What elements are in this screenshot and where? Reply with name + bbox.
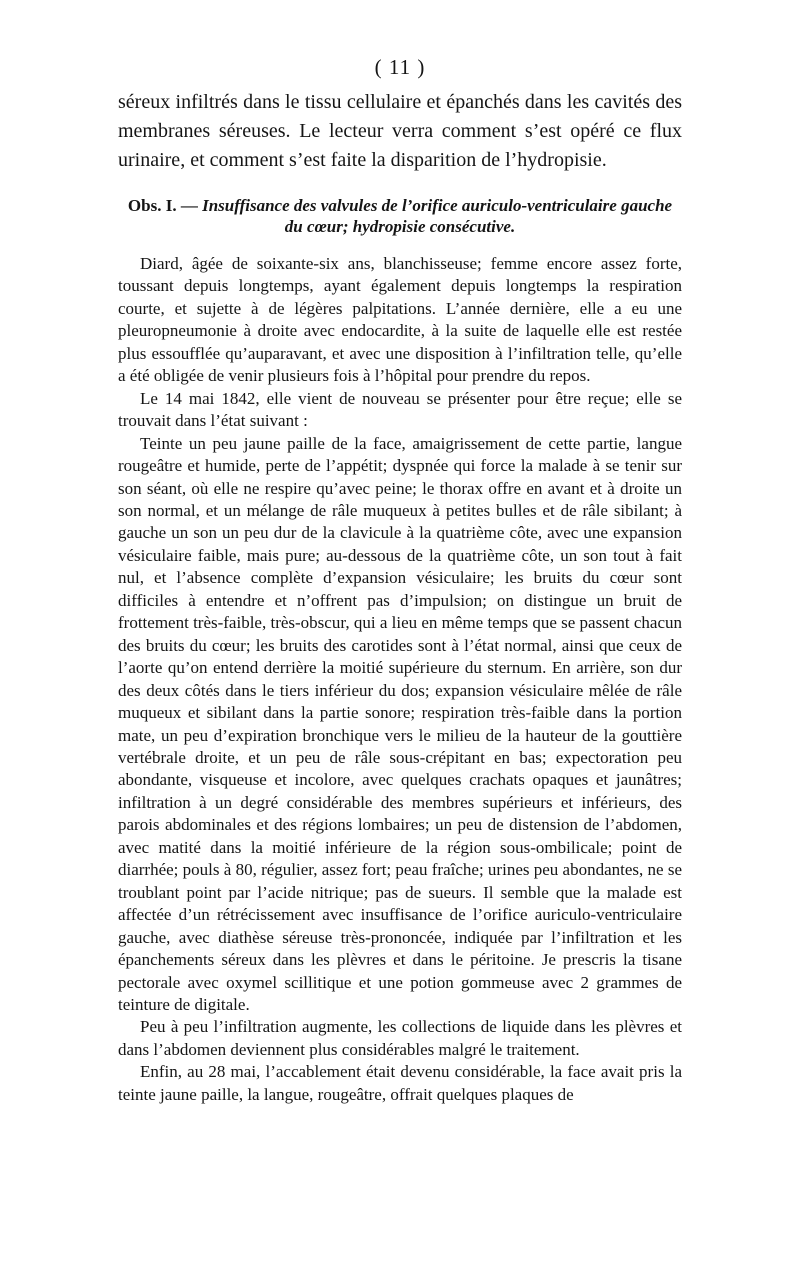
paragraph-patient-history: Diard, âgée de soixante-six ans, blanchisseuse; femme encore assez forte, toussant depuis longtemps, ayant également depuis longtemps la respiration courte, et sujette à de légères palpitations. L’année dernière, elle a eu une pleuropneumonie à droite avec endocardite, à la suite de laquelle elle est restée plus essoufflée qu’auparavant, et avec une disposition à l’infiltration telle, qu’elle a été obligée de venir plusieurs fois à l’hôpital pour prendre du repos. xyxy=(118,254,682,386)
page-number: ( 11 ) xyxy=(374,55,426,79)
book-page xyxy=(118,52,682,1106)
observation-title: Insuffisance des valvules de l’orifice auriculo-ventriculaire gauche du cœur; hydropisie consécutive. xyxy=(202,196,673,236)
paragraph-conclusion: Enfin, au 28 mai, l’accablement était devenu considérable, la face avait pris la teinte jaune paille, la langue, rougeâtre, offrait quelques plaques de xyxy=(118,1062,682,1104)
intro-paragraph: séreux infiltrés dans le tissu cellulaire et épanchés dans les cavités des membranes séreuses. Le lecteur verra comment s’est opéré ce flux urinaire, et comment s’est faite la disparition de l’hydropisie. xyxy=(118,91,682,171)
paragraph-admission: Le 14 mai 1842, elle vient de nouveau se présenter pour être reçue; elle se trouvait dans l’état suivant : xyxy=(118,388,682,431)
observation-label: Obs. I. — xyxy=(127,196,198,215)
observation-heading xyxy=(118,195,682,237)
paragraph-progression: Peu à peu l’infiltration augmente, les collections de liquide dans les plèvres et dans l’abdomen deviennent plus considérables malgré le traitement. xyxy=(118,1017,682,1059)
paragraph-examination: Teinte un peu jaune paille de la face, amaigrissement de cette partie, langue rougeâtre et humide, perte de l’appétit; dyspnée qui force la malade à se tenir sur son séant, où elle ne respire qu’avec peine; le thorax offre en avant et à droite un son normal, et un mélange de râle muqueux à petites bulles et de râle sibilant; à gauche un son un peu dur de la clavicule à la quatrième côte, avec une expansion vésiculaire faible, mais pure; au-dessous de la quatrième côte, un son tout à fait nul, et l’absence complète d’expansion vésiculaire; les bruits du cœur sont difficiles à entendre et n’offrent pas d’impulsion; on distingue un bruit de frottement très-faible, très-obscur, qui a lieu en même temps que se passent chacun des bruits du cœur; les bruits des carotides sont à l’état normal, ainsi que ceux de l’aorte qu’on entend derrière la moitié supérieure du sternum. En arrière, son dur des deux côtés dans le tiers inférieur du dos; expansion vésiculaire mêlée de râle muqueux et sibilant dans la partie sonore; respiration très-faible dans la portion mate, un peu d’expiration bronchique vers le milieu de la hauteur de la gouttière vertébrale droite, et un peu de râle sous-crépitant en bas; expectoration peu abondante, visqueuse et incolore, avec quelques crachats opaques et jaunâtres; infiltration à un degré considérable des membres supérieurs et inférieurs, des parois abdominales et des régions lombaires; un peu de distension de l’abdomen, avec matité dans la moitié inférieure de la région sous-ombilicale; point de diarrhée; pouls à 80, régulier, assez fort; peau fraîche; urines peu abondantes, ne se troublant point par l’acide nitrique; pas de sueurs. Il semble que la malade est affectée d’un rétrécissement avec insuffisance de l’orifice auriculo-ventriculaire gauche, avec diathèse séreuse très-prononcée, indiquée par l’infiltration et les épanchements séreux dans les plèvres et dans le péritoine. Je prescris la tisane pectorale avec oxymel scillitique et une potion gommeuse avec 2 grammes de teinture de digitale. xyxy=(118,433,682,1014)
